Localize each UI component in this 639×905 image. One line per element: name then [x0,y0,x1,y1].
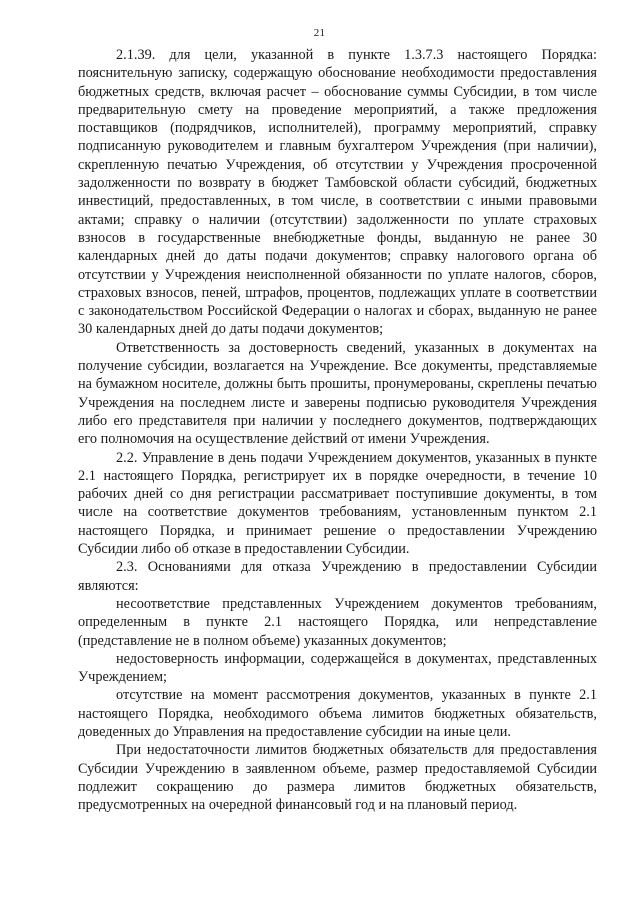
paragraph-responsibility: Ответственность за достоверность сведений, указанных в документах на получение субсидии, возлагается на Учреждение. Все документы, представляемые на бумажном носителе, должны быть прошиты, пронумерованы, скреплены печатью Учреждения на последнем листе и заверены подписью руководителя Учреждения либо его представителя при наличии у последнего документов, подтверждающих его полномочия на осуществление действий от имени Учреждения. [78,339,597,448]
paragraph-refusal-reason-1: несоответствие представленных Учреждением документов требованиям, определенным в пункте 2.1 настоящего Порядка, или непредставление (представление не в полном объеме) указанных документов; [78,595,597,649]
paragraph-2-2: 2.2. Управление в день подачи Учреждением документов, указанных в пункте 2.1 настоящего Порядка, регистрирует их в порядке очередности, в течение 10 рабочих дней со дня регистрации рассматривает поступившие документы, в том числе на соответствие документов требованиям, установленным пунктом 2.1 настоящего Порядка, и принимает решение о предоставлении Учреждению Субсидии либо об отказе в предоставлении Субсидии. [78,449,597,558]
paragraph-refusal-reason-3: отсутствие на момент рассмотрения документов, указанных в пункте 2.1 настоящего Порядка, необходимого объема лимитов бюджетных обязательств, доведенных до Управления на предоставление субсидии на иные цели. [78,687,597,740]
paragraph-refusal-reason-2: недостоверность информации, содержащейся в документах, представленных Учреждением; [78,650,597,686]
page-number: 21 [313,27,326,39]
document-body [78,46,597,814]
paragraph-2-1-39: 2.1.39. для цели, указанной в пункте 1.3.7.3 настоящего Порядка: пояснительную записку, содержащую обоснование необходимости предоставления бюджетных средств, включая расчет – обоснование суммы Субсидии, в том числе предварительную смету на проведение мероприятий, а также предложения поставщиков (подрядчиков, исполнителей), программу мероприятий, справку подписанную руководителем и главным бухгалтером Учреждения (при наличии), скрепленную печатью Учреждения, об отсутствии у Учреждения просроченной задолженности по возврату в бюджет Тамбовской области субсидий, бюджетных инвестиций, предоставленных, в том числе, в соответствии с иными правовыми актами; справку о наличии (отсутствии) задолженности по уплате страховых взносов в государственные внебюджетные фонды, выданную не ранее 30 календарных дней до даты подачи документов; справку налогового органа об отсутствии у Учреждения неисполненной обязанности по уплате налогов, сборов, страховых взносов, пеней, штрафов, процентов, подлежащих уплате в соответствии с законодательством Российской Федерации о налогах и сборах, выданную не ранее 30 календарных дней до даты подачи документов; [78,47,597,338]
paragraph-insufficient-limits: При недостаточности лимитов бюджетных обязательств для предоставления Субсидии Учреждению в заявленном объеме, размер предоставляемой Субсидии подлежит сокращению до размера лимитов бюджетных обязательств, предусмотренных на очередной финансовый год и на плановый период. [78,742,597,814]
paragraph-2-3: 2.3. Основаниями для отказа Учреждению в предоставлении Субсидии являются: [78,559,597,594]
